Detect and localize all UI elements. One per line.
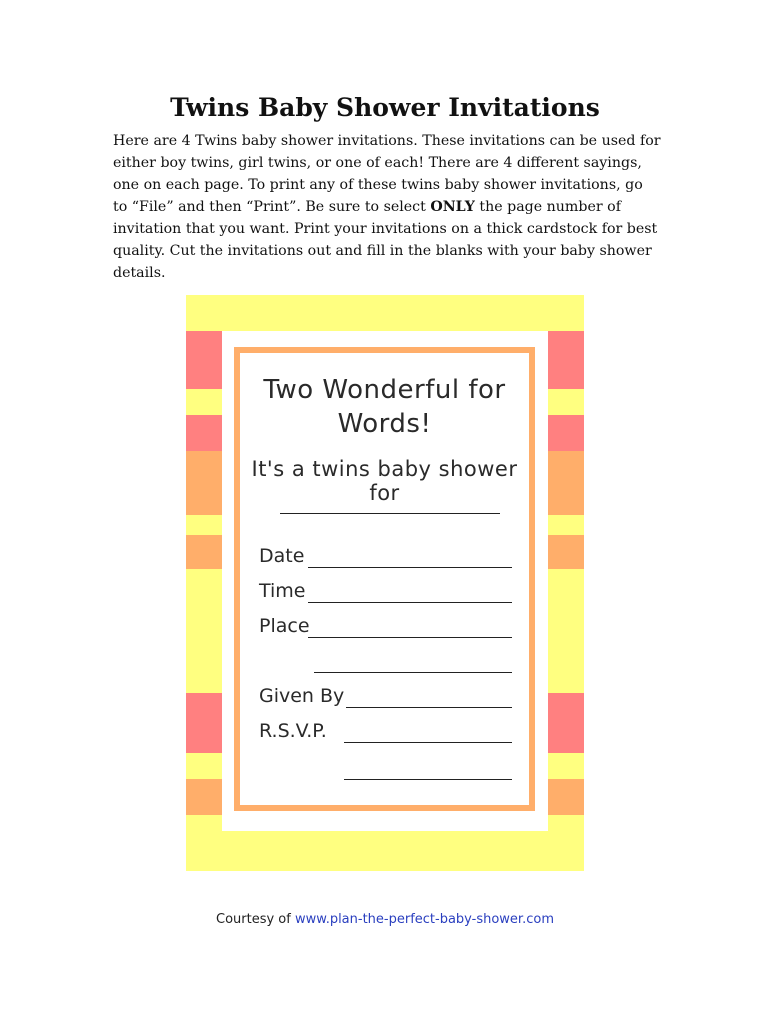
date-blank-line [308,567,512,568]
time-blank-line [308,602,512,603]
invitation-white-panel [222,331,548,831]
intro-paragraph [113,130,661,284]
given-by-blank-line [346,707,512,708]
invitation-headline [240,373,529,441]
headline-line-1: Two Wonderful for [263,375,506,405]
invitation-subline: It's a twins baby shower for [251,457,518,505]
intro-text-1: Here are 4 Twins baby shower invitations. These invitations can be used for either boy twins, girl twins, or one of each! There are 4 different sayings, one on each page. To print any of these twins baby shower invitations, go to “File” and then “Print”. Be sure to select [113,133,661,215]
footer-prefix: Courtesy of [216,912,295,927]
invitation-card [186,295,584,871]
document-title: Twins Baby Shower Invitations [170,93,600,122]
place-label: Place [259,615,310,637]
intro-text-2: the page number of invitation that you want. Print your invitations on a thick cardstock for best quality. Cut the invitations out and fill in the blanks with your baby shower details. [113,199,658,281]
place-blank-line-2 [314,672,512,673]
headline-line-2: Words! [337,409,432,439]
given-by-label: Given By [259,685,345,707]
invitation-frame [234,347,535,811]
rsvp-blank-line [344,742,512,743]
rsvp-blank-line-2 [344,779,512,780]
place-blank-line [308,637,512,638]
date-label: Date [259,545,305,567]
intro-bold-only: ONLY [430,199,475,215]
rsvp-label: R.S.V.P. [259,720,327,742]
time-label: Time [259,580,306,602]
footer-credit [0,912,770,927]
honoree-blank-line [280,513,500,514]
footer-link[interactable]: www.plan-the-perfect-baby-shower.com [294,912,554,927]
